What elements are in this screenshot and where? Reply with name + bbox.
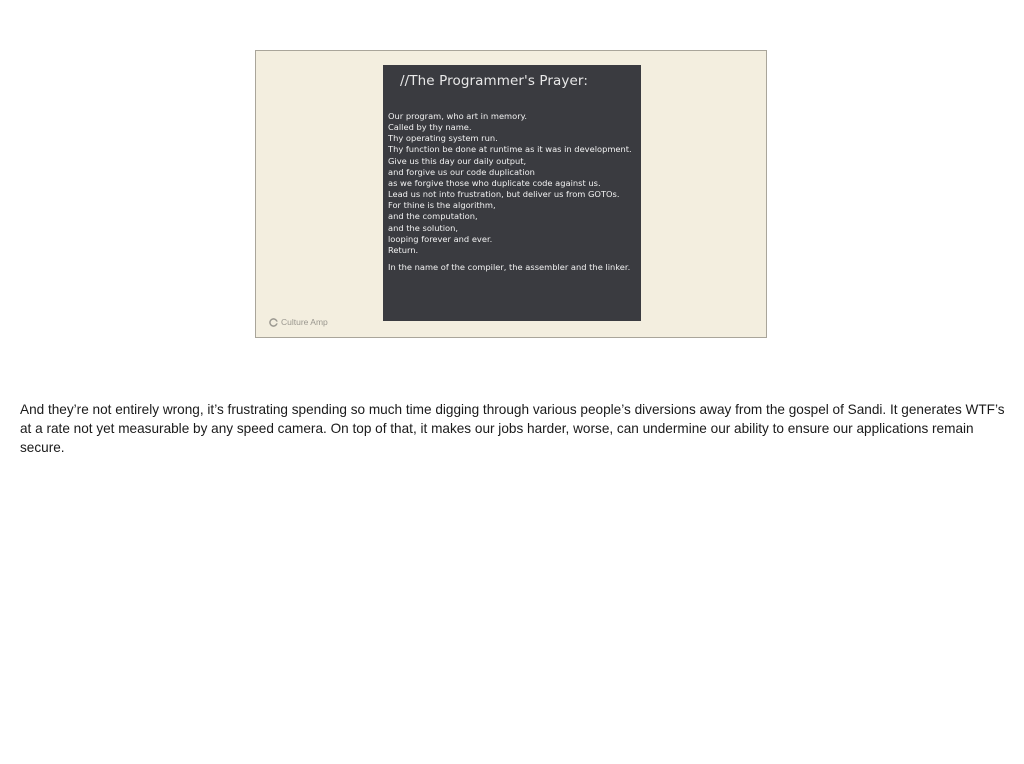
prayer-line: Return. (388, 244, 419, 255)
brand-footer (269, 317, 328, 327)
prayer-line: Give us this day our daily output, (388, 155, 527, 166)
brand-label: Culture Amp (281, 317, 328, 327)
prayer-lines (388, 111, 636, 256)
prayer-line: and the solution, (388, 222, 458, 233)
prayer-closing: In the name of the compiler, the assembler and the linker. (388, 262, 631, 273)
presenter-notes: And they’re not entirely wrong, it’s frustrating spending so much time digging through various people’s diversions away from the gospel of Sandi. It generates WTF’s at a rate not yet measurable by any speed camera. On top of that, it makes our jobs harder, worse, can undermine our ability to ensure our applications remain secure. (20, 402, 1005, 455)
prayer-line: Our program, who art in memory. (388, 111, 527, 121)
prayer-line: For thine is the algorithm, (388, 200, 496, 211)
culture-amp-logo-icon (269, 318, 278, 327)
prayer-line: Thy function be done at runtime as it was in development. (388, 144, 632, 155)
prayer-line: looping forever and ever. (388, 233, 493, 244)
prayer-card (383, 65, 641, 321)
prayer-title: //The Programmer's Prayer: (400, 73, 588, 89)
slide-preview (255, 50, 767, 338)
prayer-line: and the computation, (388, 211, 478, 222)
prayer-line: Lead us not into frustration, but deliver us from GOTOs. (388, 189, 620, 200)
prayer-line: Thy operating system run. (388, 133, 498, 144)
prayer-line: Called by thy name. (388, 122, 472, 133)
prayer-line: and forgive us our code duplication (388, 166, 535, 177)
prayer-line: as we forgive those who duplicate code against us. (388, 177, 601, 188)
